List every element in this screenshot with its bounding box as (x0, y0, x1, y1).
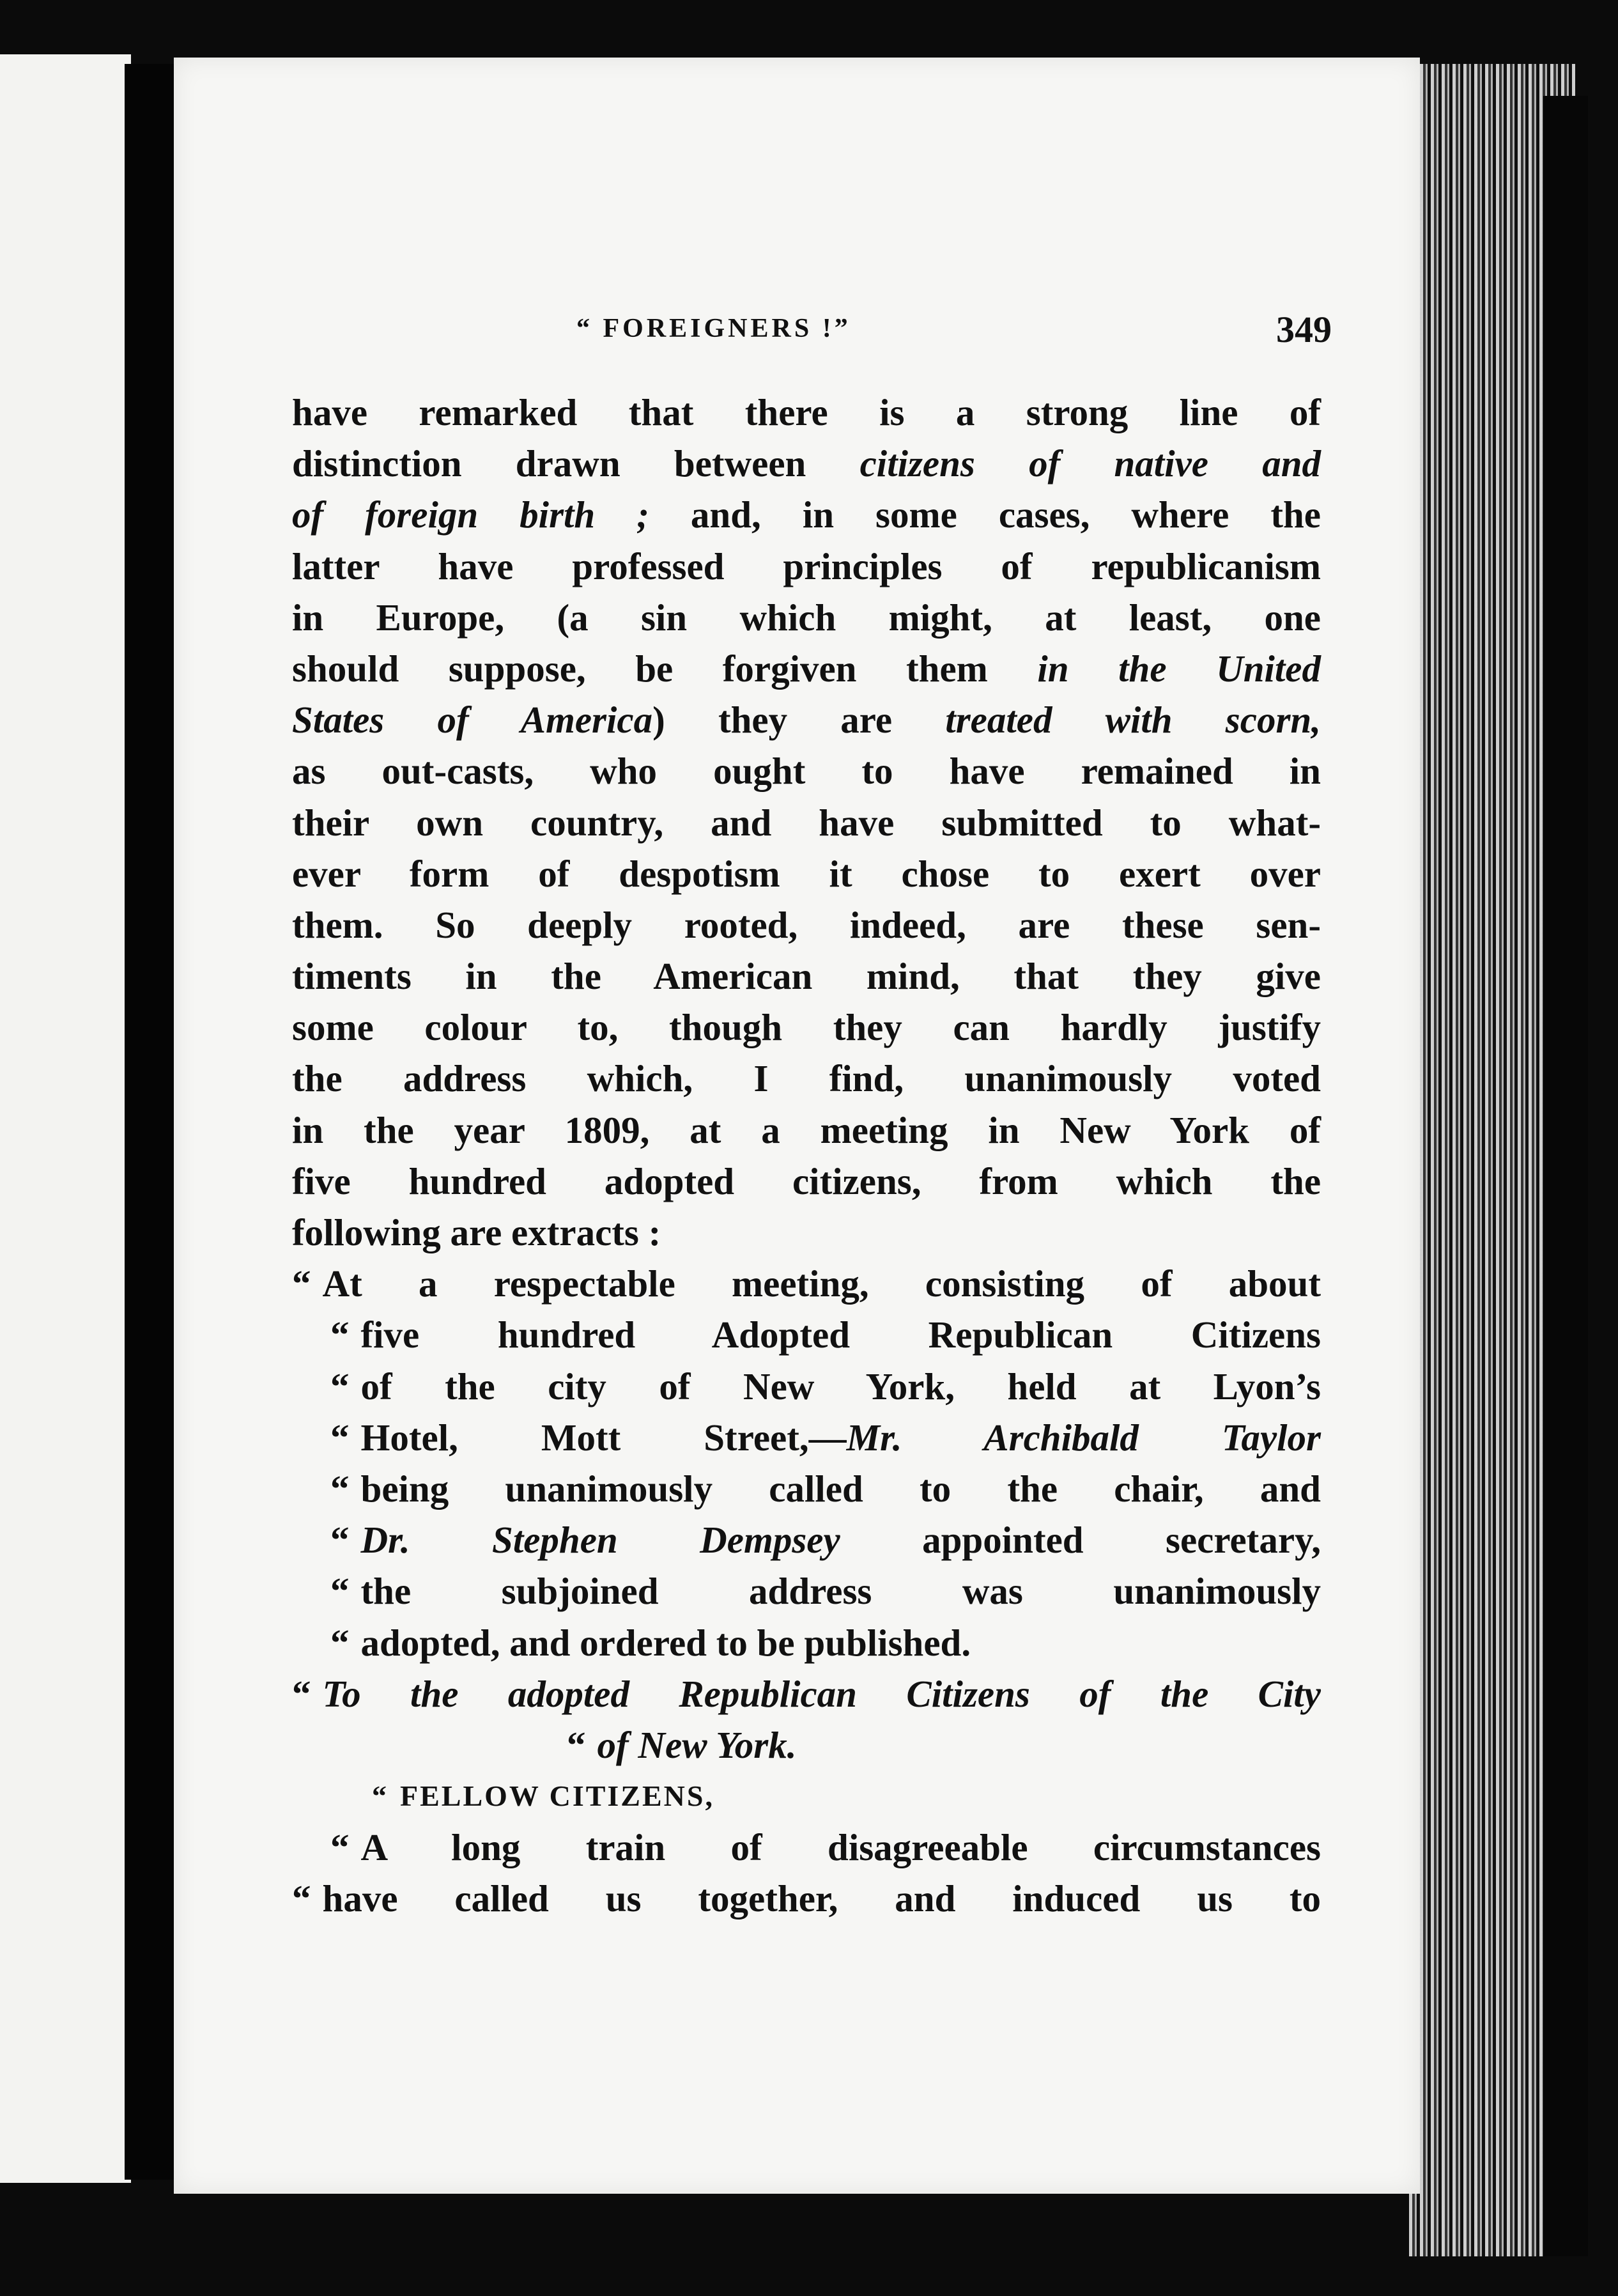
text-line: some colour to, though they can hardly justify (292, 1006, 1321, 1049)
address-line: “ have called us together, and induced us to (292, 1877, 1321, 1920)
quote-line: “ At a respectable meeting, consisting of about (292, 1262, 1321, 1305)
quote-line: “ Dr. Stephen Dempsey appointed secretary, (330, 1519, 1321, 1562)
address-line: “ A long train of disagreeable circumstances (330, 1826, 1321, 1869)
text-line: ever form of despotism it chose to exert over (292, 852, 1321, 895)
page-header (174, 309, 1420, 364)
book-gutter (125, 64, 174, 2180)
quote-line: “ adopted, and ordered to be published. (330, 1621, 971, 1664)
quote-line: “ being unanimously called to the chair, and (330, 1467, 1321, 1510)
quote-line: “ of the city of New York, held at Lyon’s (330, 1365, 1321, 1408)
quote-line: “ Hotel, Mott Street,—Mr. Archibald Taylor (330, 1416, 1321, 1459)
address-title: “ To the adopted Republican Citizens of the City (292, 1672, 1321, 1715)
text-line: following are extracts : (292, 1211, 661, 1253)
salutation: “ FELLOW CITIZENS, (372, 1780, 714, 1813)
page-number: 349 (1276, 309, 1332, 350)
text-line: timents in the American mind, that they give (292, 955, 1321, 998)
running-head: “ FOREIGNERS !” (576, 314, 851, 343)
book-page (174, 58, 1420, 2194)
text-line: them. So deeply rooted, indeed, are these sen- (292, 903, 1321, 946)
address-title: “ of New York. (567, 1723, 797, 1766)
text-line: of foreign birth ; and, in some cases, where the (292, 493, 1321, 536)
quote-line: “ five hundred Adopted Republican Citizens (330, 1314, 1321, 1356)
text-line: in Europe, (a sin which might, at least, one (292, 596, 1321, 639)
text-line: distinction drawn between citizens of native and (292, 442, 1321, 485)
text-line: have remarked that there is a strong line of (292, 391, 1321, 433)
text-line: States of America) they are treated with scorn, (292, 699, 1321, 741)
text-line: latter have professed principles of republicanism (292, 545, 1321, 587)
text-line: should suppose, be forgiven them in the United (292, 647, 1321, 690)
previous-page-edge (0, 54, 131, 2183)
text-line: in the year 1809, at a meeting in New York of (292, 1108, 1321, 1151)
text-line: as out-casts, who ought to have remained in (292, 750, 1321, 793)
quote-line: “ the subjoined address was unanimously (330, 1570, 1321, 1613)
body-text (292, 387, 1321, 1925)
text-line: their own country, and have submitted to what- (292, 801, 1321, 844)
text-line: the address which, I find, unanimously voted (292, 1057, 1321, 1100)
book-cover-edge (1543, 96, 1588, 2256)
text-line: five hundred adopted citizens, from which the (292, 1160, 1321, 1202)
